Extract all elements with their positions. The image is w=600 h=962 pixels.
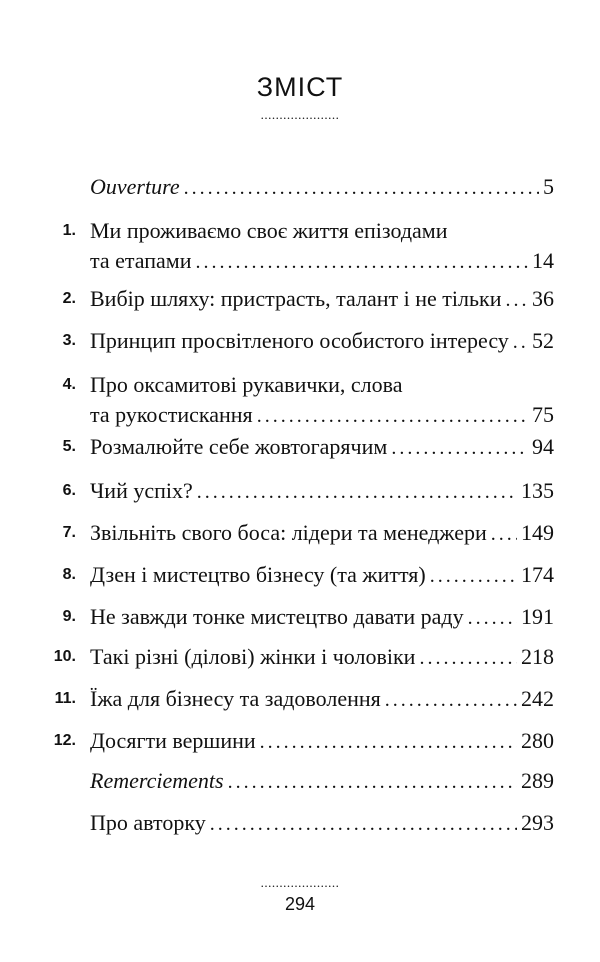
toc-entry[interactable]: [40, 560, 554, 591]
chapter-title: Такі різні (ділові) жінки і чоловіки: [90, 644, 416, 669]
dot-leader: [210, 809, 517, 839]
dot-leader: [419, 643, 517, 673]
toc-entry[interactable]: [40, 216, 554, 277]
chapter-title-line1: Ми проживаємо своє життя епізодами: [90, 218, 448, 243]
dot-leader: [513, 327, 528, 357]
toc-heading: ЗМІСТ: [256, 72, 344, 102]
page-number: 294: [284, 894, 316, 914]
toc-entry[interactable]: [40, 518, 554, 549]
dot-leader: [391, 433, 528, 463]
chapter-page: 218: [521, 644, 554, 669]
chapter-number: 8.: [62, 566, 76, 583]
dot-leader: [491, 519, 517, 549]
chapter-title: та рукостискання: [90, 402, 253, 427]
chapter-page: 52: [532, 328, 554, 353]
dot-leader: [385, 685, 517, 715]
toc-entry[interactable]: [40, 808, 554, 839]
chapter-title: Розмалюйте себе жовтогарячим: [90, 434, 388, 459]
toc-entry[interactable]: [40, 432, 554, 463]
dot-leader: [197, 477, 517, 507]
chapter-page: 14: [532, 248, 554, 273]
chapter-title: Ouverture: [90, 174, 180, 199]
chapter-page: 289: [521, 768, 554, 793]
chapter-number: 2.: [62, 290, 76, 307]
chapter-page: 5: [543, 174, 554, 199]
chapter-number: 11.: [54, 690, 76, 707]
chapter-number: 6.: [62, 482, 76, 499]
dot-leader: [228, 767, 517, 797]
chapter-title: та етапами: [90, 248, 192, 273]
chapter-page: 191: [521, 604, 554, 629]
chapter-number: 3.: [62, 332, 76, 349]
heading-ornament-dots: .....................: [260, 107, 340, 122]
dot-leader: [196, 247, 528, 277]
dot-leader: [468, 603, 517, 633]
dot-leader: [430, 561, 517, 591]
chapter-number: 4.: [62, 376, 76, 393]
toc-entry[interactable]: [40, 476, 554, 507]
chapter-title-line1: Про оксамитові рукавички, слова: [90, 372, 403, 397]
chapter-page: 174: [521, 562, 554, 587]
chapter-title: Їжа для бізнесу та задоволення: [90, 686, 381, 711]
toc-entry[interactable]: [40, 370, 554, 431]
chapter-title: Не завжди тонке мистецтво давати раду: [90, 604, 464, 629]
chapter-number: 1.: [62, 222, 76, 239]
chapter-number: 10.: [53, 648, 76, 665]
chapter-number: 7.: [62, 524, 76, 541]
chapter-title: Досягти вершини: [90, 728, 256, 753]
dot-leader: [257, 401, 528, 431]
dot-leader: [505, 285, 528, 315]
chapter-page: 135: [521, 478, 554, 503]
chapter-title: Вибір шляху: пристрасть, талант і не тільки: [90, 286, 502, 311]
footer-ornament-dots: .....................: [260, 875, 340, 890]
chapter-page: 293: [521, 810, 554, 835]
chapter-title: Remerciements: [90, 768, 224, 793]
dot-leader: [184, 173, 539, 203]
toc-entry[interactable]: [40, 642, 554, 673]
chapter-title: Принцип просвітленого особистого інтересу: [90, 328, 509, 353]
chapter-page: 75: [532, 402, 554, 427]
dot-leader: [260, 727, 517, 757]
chapter-title: Дзен і мистецтво бізнесу (та життя): [90, 562, 426, 587]
toc-entry[interactable]: [40, 326, 554, 357]
chapter-page: 149: [521, 520, 554, 545]
toc-entry[interactable]: [40, 684, 554, 715]
chapter-number: 12.: [53, 732, 76, 749]
chapter-title: Звільніть свого боса: лідери та менеджери: [90, 520, 487, 545]
chapter-page: 36: [532, 286, 554, 311]
chapter-title: Чий успіх?: [90, 478, 193, 503]
chapter-page: 94: [532, 434, 554, 459]
chapter-page: 242: [521, 686, 554, 711]
toc-entry[interactable]: [40, 602, 554, 633]
toc-entry[interactable]: [40, 726, 554, 757]
toc-entry[interactable]: [40, 284, 554, 315]
chapter-title: Про авторку: [90, 810, 206, 835]
chapter-number: 5.: [62, 438, 76, 455]
chapter-page: 280: [521, 728, 554, 753]
toc-entry[interactable]: [40, 172, 554, 203]
toc-entry[interactable]: [40, 766, 554, 797]
chapter-number: 9.: [62, 608, 76, 625]
